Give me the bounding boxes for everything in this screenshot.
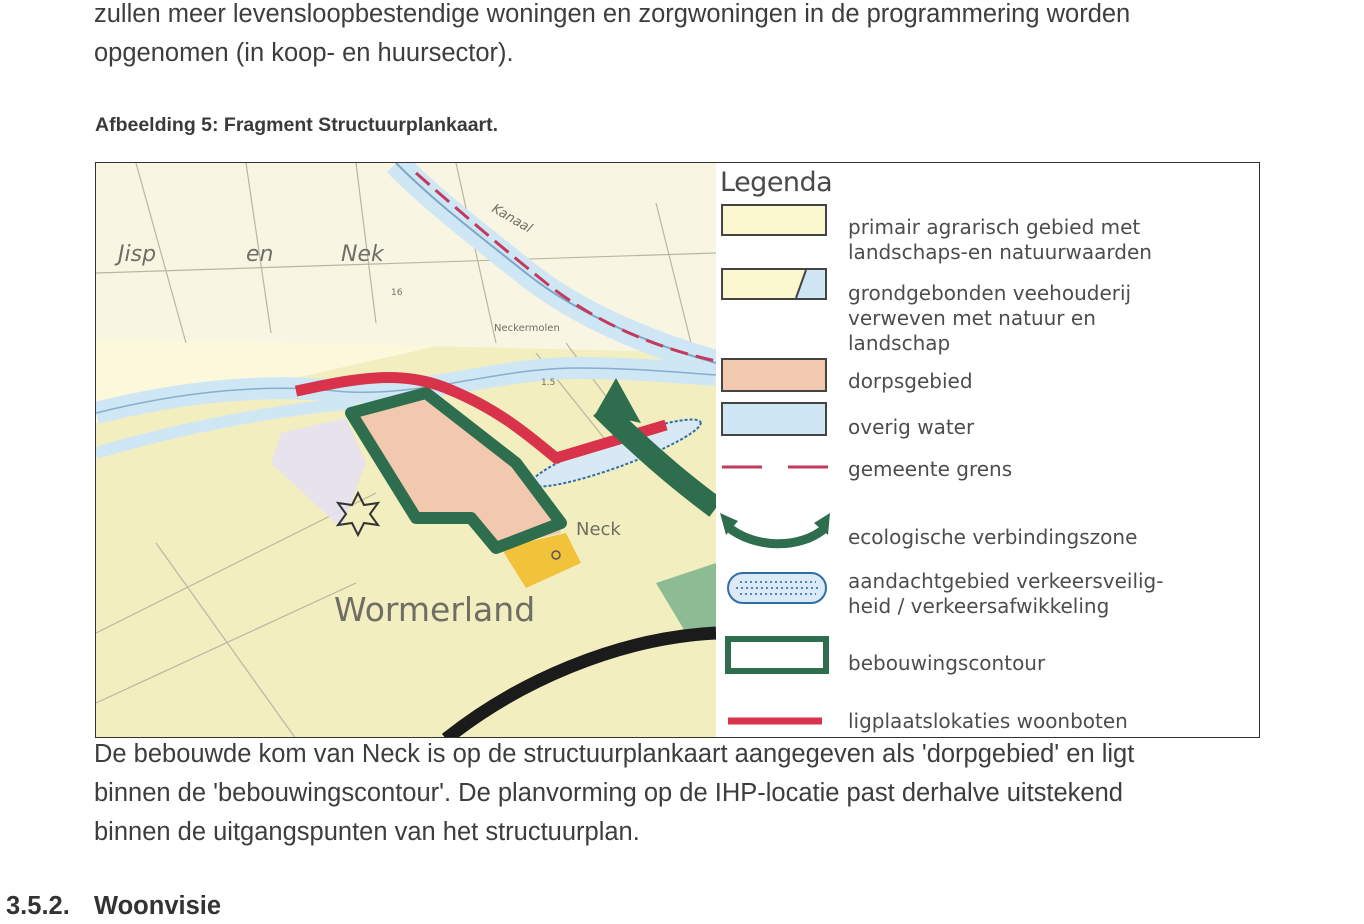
thick-red-line (720, 715, 830, 727)
green-outline-rectangle (724, 635, 832, 677)
legend-label: aandachtgebied verkeersveilig- (848, 569, 1164, 593)
figure-caption: Afbeelding 5: Fragment Structuurplankaart. (95, 114, 499, 136)
paragraph-line: binnen de uitgangspunten van het structuurplan. (94, 818, 640, 846)
structure-plan-map-figure (95, 162, 1260, 738)
explanation-paragraph (94, 735, 1294, 852)
legend-title: Legenda (720, 167, 833, 198)
legend-label: grondgebonden veehouderij (848, 281, 1132, 305)
map-label-wormerland: Wormerland (334, 590, 536, 629)
legend-label: dorpsgebied (848, 369, 973, 393)
map-label-small: 1.5 (541, 378, 556, 388)
legend-label: landschaps-en natuurwaarden (848, 240, 1152, 264)
map-label-nek: Nek (341, 242, 384, 267)
section-title: Woonvisie (94, 892, 222, 920)
section-number: 3.5.2. (6, 892, 70, 920)
legend-label: heid / verkeersafwikkeling (848, 594, 1110, 618)
map-label-neckermolen: Neckermolen (494, 323, 560, 334)
intro-line: opgenomen (in koop- en huursector). (94, 39, 514, 67)
legend-label: primair agrarisch gebied met (848, 215, 1141, 239)
map-fragment (96, 163, 716, 738)
map-label-jisp: Jisp (118, 242, 157, 267)
map-label-kanaal: Kanaal (489, 201, 535, 237)
section-heading (6, 892, 221, 921)
legend-label: verweven met natuur en (848, 306, 1096, 330)
legend-label: ligplaatslokaties woonboten (848, 709, 1128, 733)
map-label-neck: Neck (576, 519, 621, 540)
legend-label: gemeente grens (848, 457, 1013, 481)
split-yellow-blue-swatch (720, 267, 830, 301)
map-legend (716, 163, 1260, 738)
green-curved-arrow (720, 505, 834, 549)
blue-area-swatch (720, 401, 830, 437)
legend-label: overig water (848, 415, 975, 439)
legend-label: landschap (848, 331, 951, 355)
intro-line: zullen meer levensloopbestendige woningen en zorgwoningen in de programmering worden (94, 0, 1131, 28)
paragraph-line: binnen de 'bebouwingscontour'. De planvorming op de IHP-locatie past derhalve uitstekend (94, 779, 1123, 807)
peach-area-swatch (720, 357, 830, 393)
map-label-en: en (246, 242, 274, 267)
dotted-blue-ellipse (720, 567, 832, 607)
legend-label: bebouwingscontour (848, 651, 1046, 675)
paragraph-line: De bebouwde kom van Neck is op de structuurplankaart aangegeven als 'dorpgebied' en ligt (94, 740, 1135, 768)
yellow-area-swatch (720, 203, 830, 237)
intro-paragraph (94, 0, 1294, 73)
legend-label: ecologische verbindingszone (848, 525, 1138, 549)
map-label-small: 16 (391, 288, 403, 298)
dashed-red-line (720, 461, 830, 473)
